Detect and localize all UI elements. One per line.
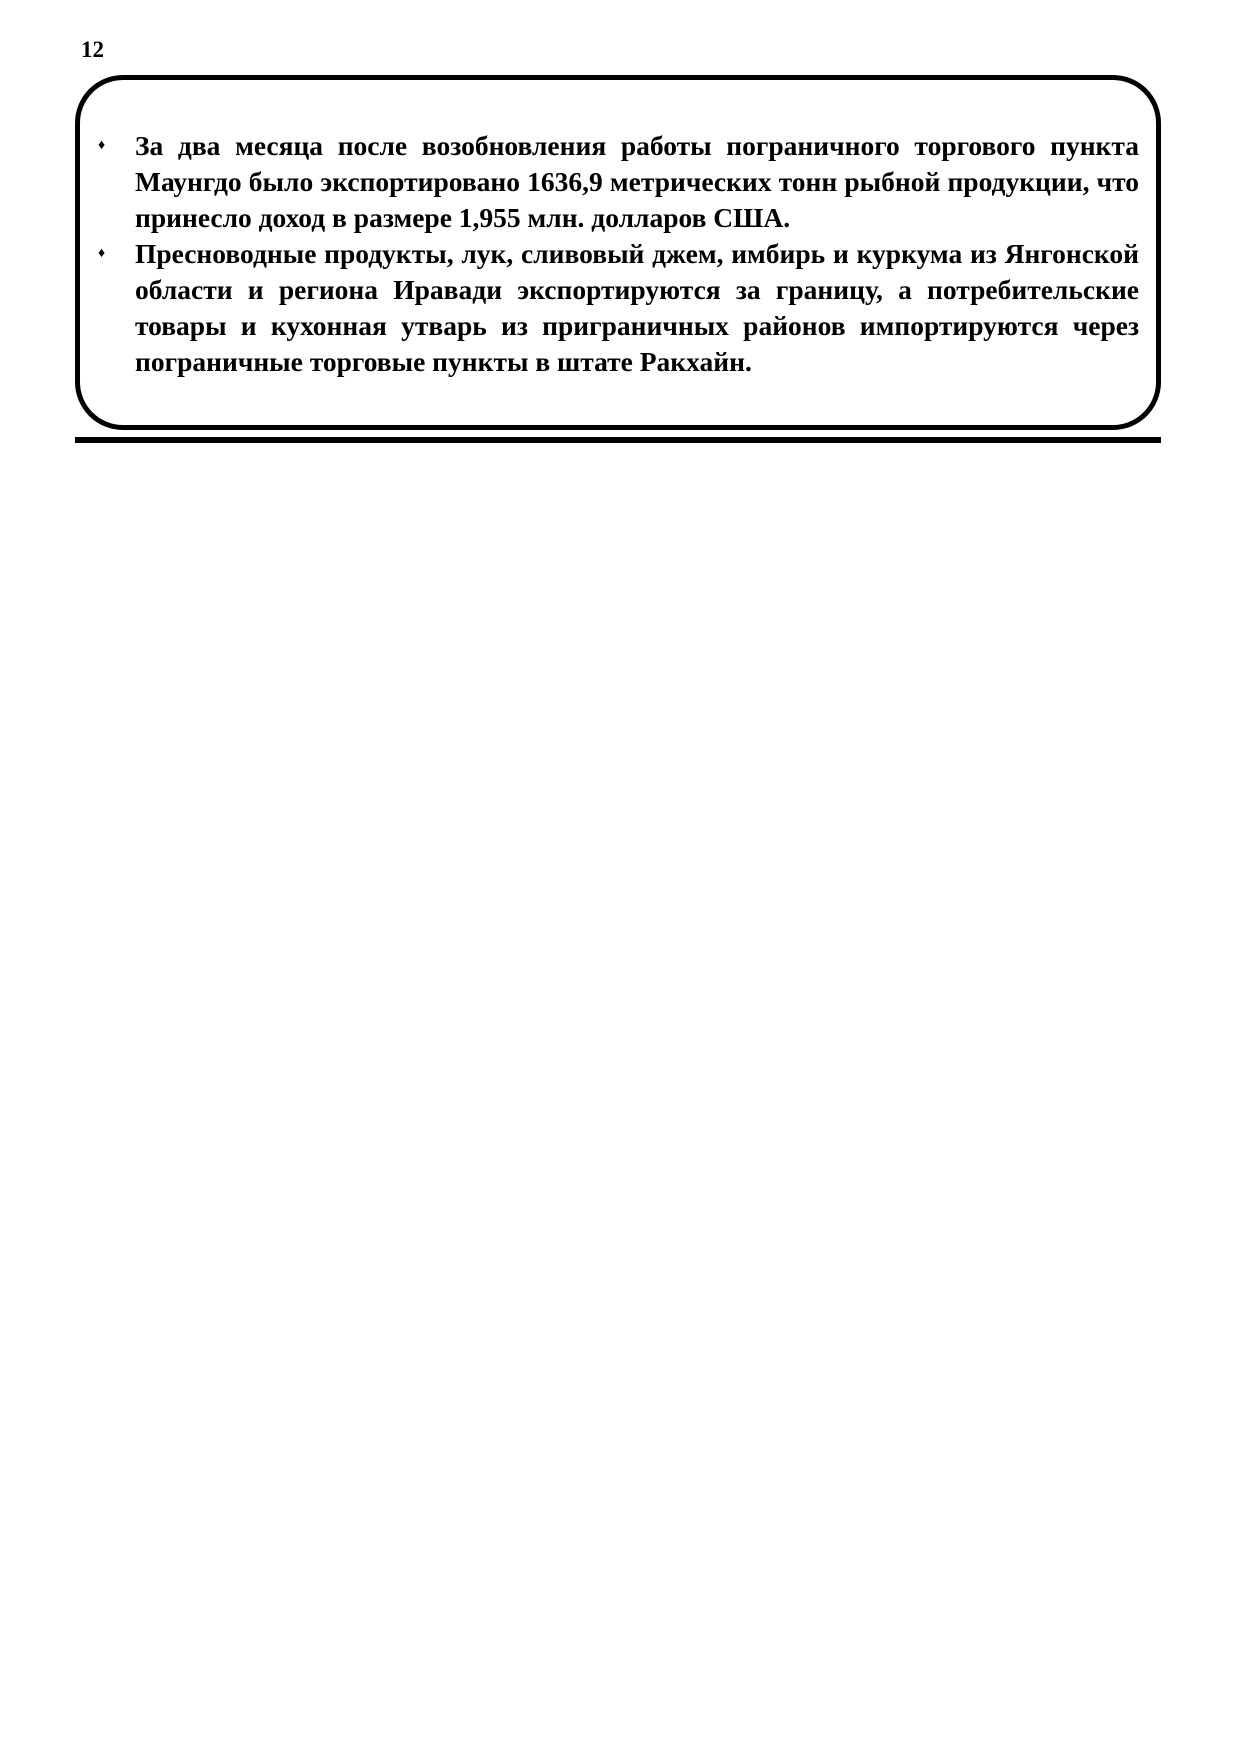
bullet-text: За два месяца после возобновления работы пограничного торгового пункта Маунгдо было экспортировано 1636,9 метрических тонн рыбной продукции, что принесло доход в размере 1,955 млн. долларов США. <box>135 130 1139 233</box>
bullet-list <box>98 128 1139 380</box>
bullet-item <box>98 128 1139 236</box>
bullet-item <box>98 236 1139 380</box>
page-number: 12 <box>81 37 104 62</box>
diamond-bullet-icon: ♦ <box>98 138 106 153</box>
bottom-rule <box>75 437 1161 443</box>
bullet-text: Пресноводные продукты, лук, сливовый джем, имбирь и куркума из Янгонской области и региона Иравади экспортируются за границу, а потребительские товары и кухонная утварь из приграничных районов импортируются через пограничные торговые пункты в штате Ракхайн. <box>135 238 1139 377</box>
diamond-bullet-icon: ♦ <box>98 246 106 261</box>
